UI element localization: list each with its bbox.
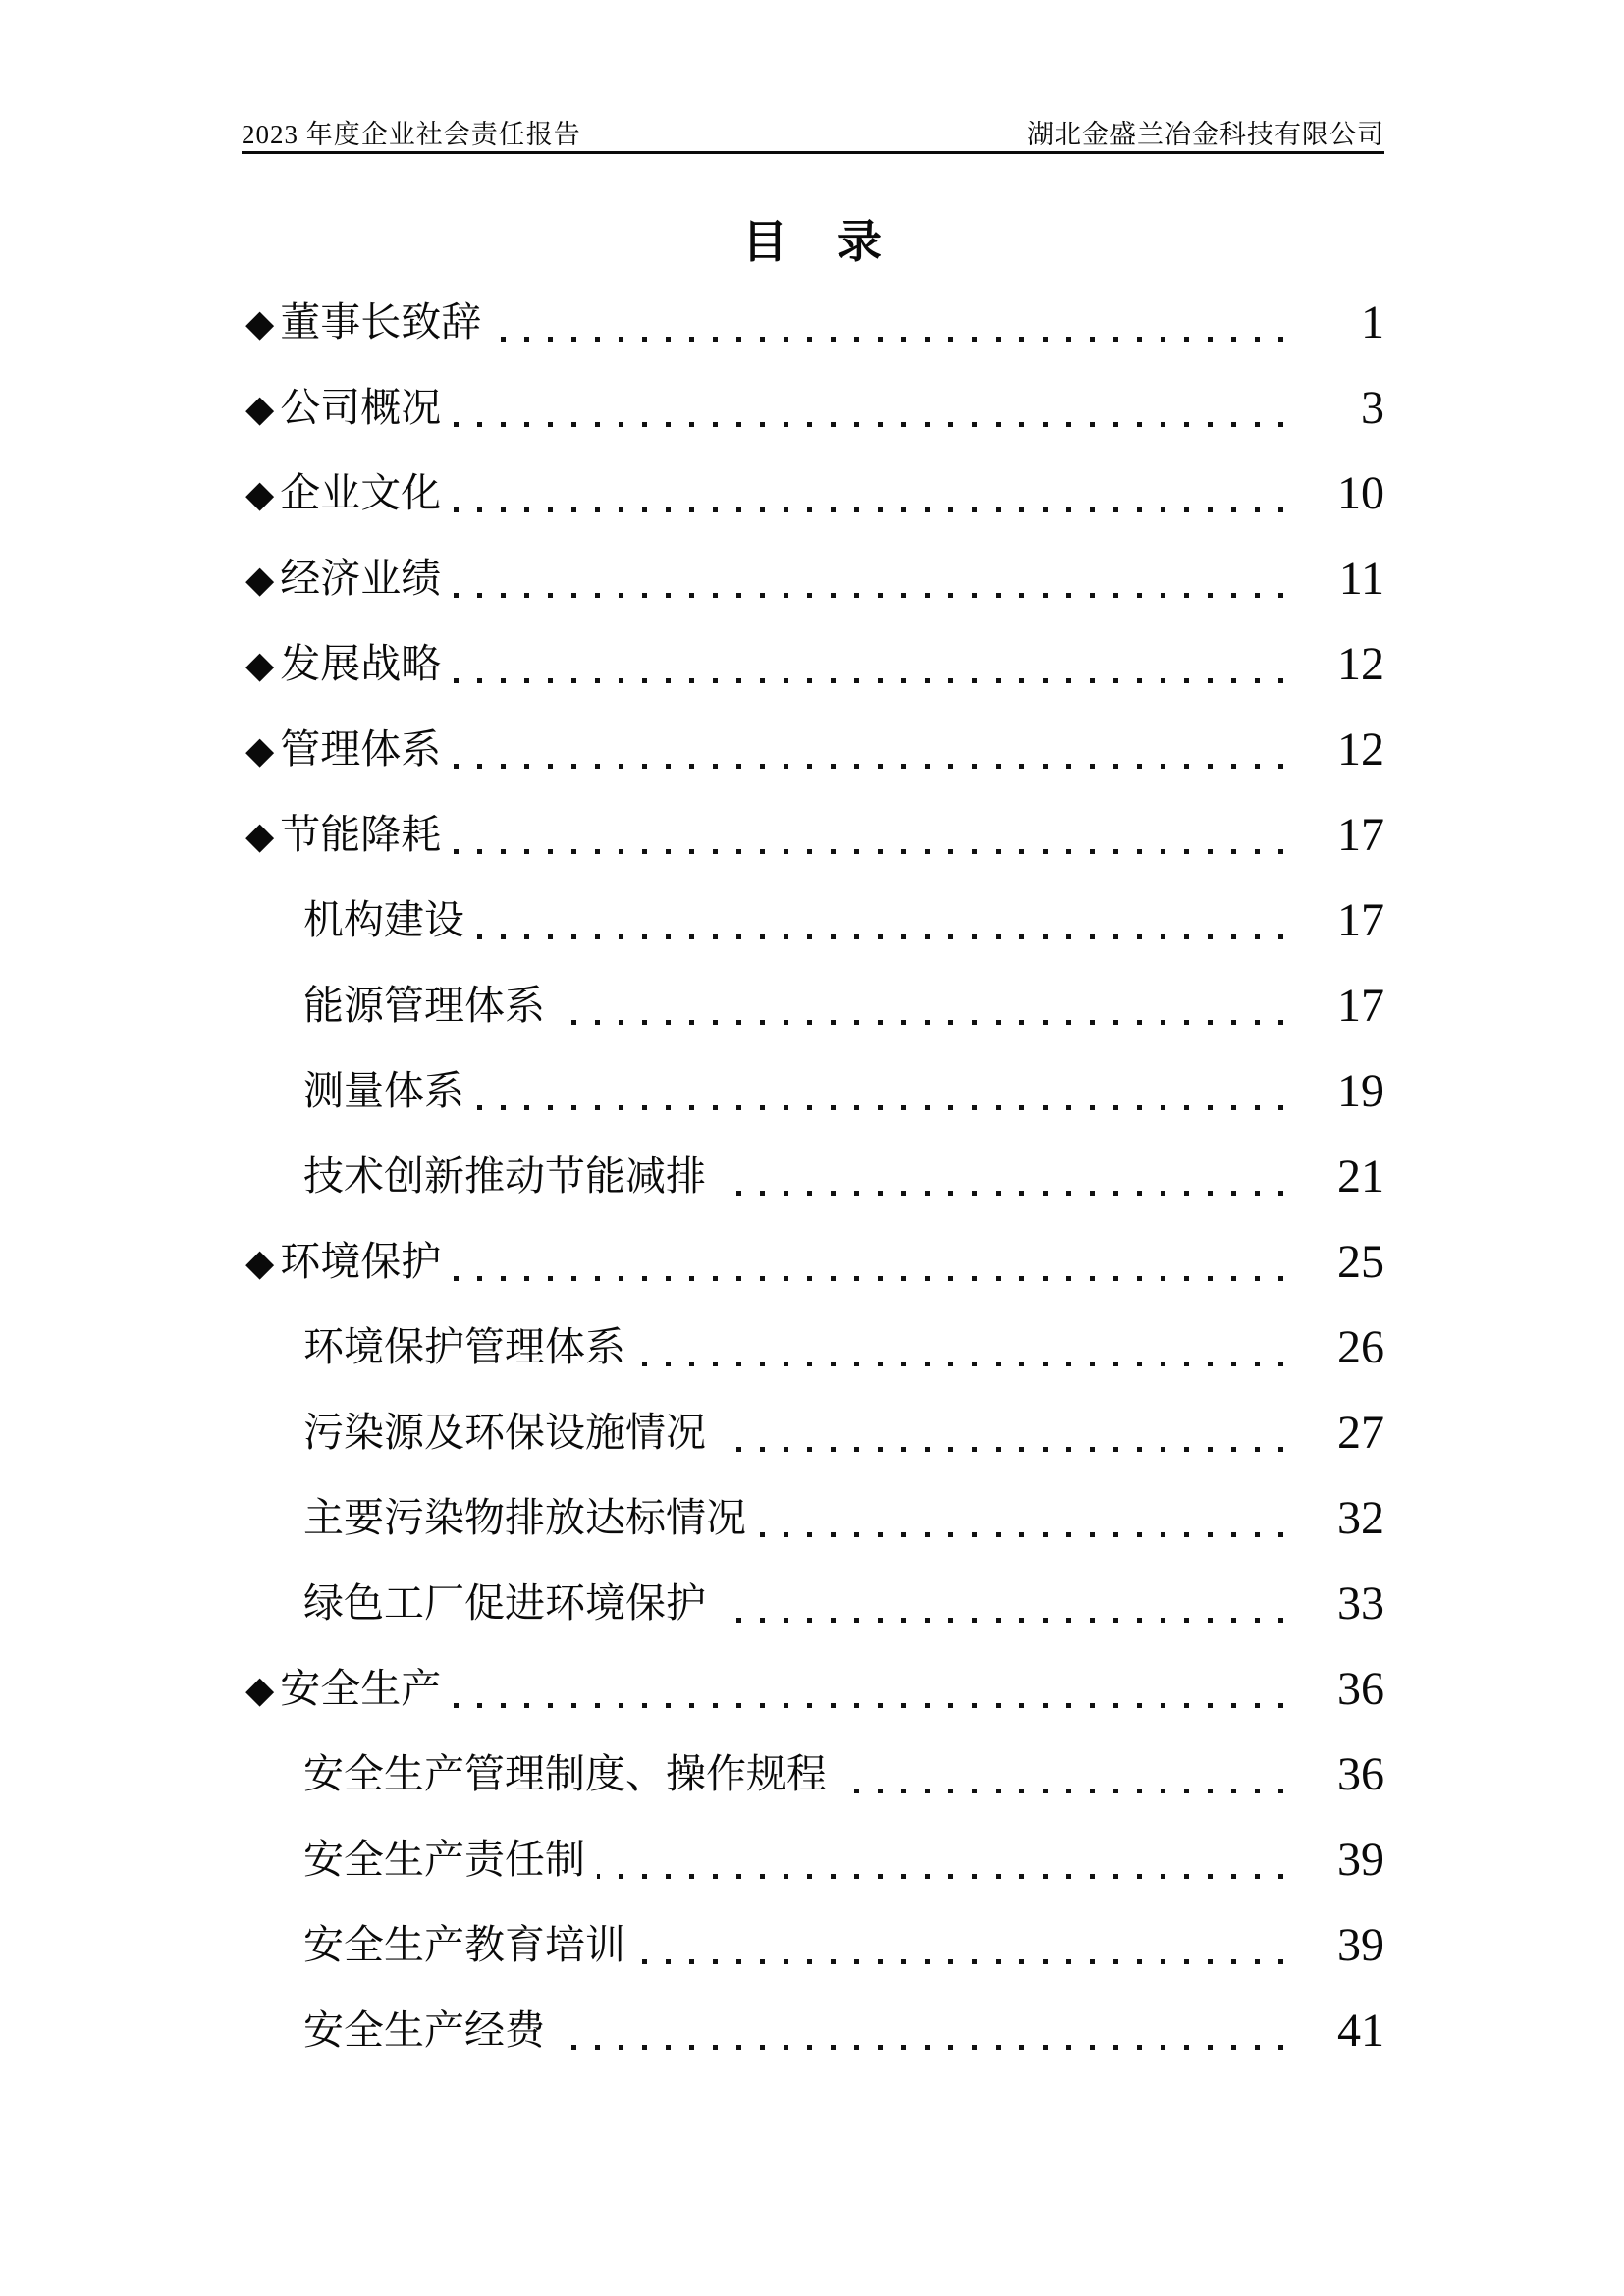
toc-entry-label: 安全生产管理制度、操作规程: [303, 1751, 827, 1796]
toc-entry-left: [242, 1048, 476, 1134]
toc-entry-label: 测量体系: [303, 1068, 464, 1113]
toc-entry[interactable]: [242, 1219, 1384, 1305]
toc-entry-label: 技术创新推动节能减排: [303, 1153, 706, 1199]
toc-list: [242, 280, 1384, 2073]
toc-entry-left: [242, 1817, 597, 1902]
toc-entry-page: 17: [1302, 878, 1384, 963]
toc-entry-label: 经济业绩: [280, 556, 442, 601]
toc-entry-left: [242, 365, 453, 451]
toc-entry-label: 管理体系: [280, 726, 442, 772]
toc-entry-label: 环境保护: [280, 1239, 442, 1284]
toc-entry-left: [242, 963, 557, 1048]
toc-entry-left: [242, 1732, 839, 1817]
toc-entry-label: 企业文化: [280, 470, 442, 515]
toc-entry-left: [242, 280, 493, 365]
toc-entry-left: [242, 1219, 453, 1305]
toc-entry-label: 主要污染物排放达标情况: [303, 1495, 746, 1540]
header-report-title: 2023 年度企业社会责任报告: [242, 120, 581, 149]
toc-entry-left: [242, 451, 453, 536]
toc-entry-label: 能源管理体系: [303, 983, 545, 1028]
toc-entry-page: 39: [1302, 1817, 1384, 1902]
toc-entry-page: 19: [1302, 1048, 1384, 1134]
diamond-bullet-icon: ◆: [245, 472, 275, 515]
toc-entry-left: [242, 1561, 718, 1646]
toc-entry-page: 25: [1302, 1219, 1384, 1305]
toc-entry[interactable]: [242, 451, 1384, 536]
header-company-name: 湖北金盛兰冶金科技有限公司: [1027, 120, 1384, 149]
toc-entry-page: 32: [1302, 1475, 1384, 1561]
toc-entry-left: [242, 1988, 557, 2073]
toc-entry-label: 董事长致辞: [280, 299, 482, 345]
toc-entry-page: 17: [1302, 963, 1384, 1048]
toc-entry[interactable]: [242, 707, 1384, 792]
toc-entry-label: 绿色工厂促进环境保护: [303, 1580, 706, 1626]
toc-entry-left: [242, 536, 453, 621]
toc-entry-page: 12: [1302, 621, 1384, 707]
toc-entry-page: 41: [1302, 1988, 1384, 2073]
toc-entry[interactable]: [242, 280, 1384, 365]
toc-entry[interactable]: [242, 1646, 1384, 1732]
toc-entry[interactable]: [242, 1305, 1384, 1390]
diamond-bullet-icon: ◆: [245, 301, 275, 345]
toc-entry-page: 36: [1302, 1646, 1384, 1732]
toc-entry-label: 环境保护管理体系: [303, 1324, 625, 1369]
diamond-bullet-icon: ◆: [245, 1241, 275, 1284]
toc-entry-label: 公司概况: [280, 385, 442, 430]
toc-entry-page: 10: [1302, 451, 1384, 536]
toc-entry-left: [242, 878, 476, 963]
toc-entry[interactable]: [242, 1732, 1384, 1817]
toc-entry-left: [242, 1902, 637, 1988]
toc-entry-page: 1: [1302, 280, 1384, 365]
toc-entry[interactable]: [242, 1817, 1384, 1902]
toc-entry-left: [242, 707, 453, 792]
toc-entry-label: 污染源及环保设施情况: [303, 1410, 706, 1455]
toc-entry-page: 26: [1302, 1305, 1384, 1390]
toc-entry[interactable]: [242, 1561, 1384, 1646]
diamond-bullet-icon: ◆: [245, 558, 275, 601]
toc-entry-label: 安全生产责任制: [303, 1837, 585, 1882]
diamond-bullet-icon: ◆: [245, 387, 275, 430]
toc-entry-page: 36: [1302, 1732, 1384, 1817]
toc-entry-page: 21: [1302, 1134, 1384, 1219]
toc-entry-left: [242, 1305, 637, 1390]
toc-entry-page: 33: [1302, 1561, 1384, 1646]
toc-entry[interactable]: [242, 365, 1384, 451]
toc-entry[interactable]: [242, 878, 1384, 963]
toc-entry-left: [242, 1475, 758, 1561]
page-header: [242, 120, 1384, 154]
toc-entry[interactable]: [242, 1988, 1384, 2073]
diamond-bullet-icon: ◆: [245, 814, 275, 857]
toc-entry[interactable]: [242, 963, 1384, 1048]
toc-entry[interactable]: [242, 792, 1384, 878]
toc-entry-label: 安全生产: [280, 1666, 442, 1711]
toc-title: 目 录: [742, 217, 884, 267]
toc-entry-page: 12: [1302, 707, 1384, 792]
toc-entry-left: [242, 1390, 718, 1475]
toc-entry-left: [242, 1646, 453, 1732]
diamond-bullet-icon: ◆: [245, 1668, 275, 1711]
toc-entry[interactable]: [242, 1475, 1384, 1561]
toc-entry-left: [242, 1134, 718, 1219]
toc-entry-left: [242, 621, 453, 707]
toc-entry[interactable]: [242, 1048, 1384, 1134]
toc-entry-label: 安全生产教育培训: [303, 1922, 625, 1967]
toc-entry-page: 11: [1302, 536, 1384, 621]
toc-entry-label: 发展战略: [280, 641, 442, 686]
toc-entry-page: 17: [1302, 792, 1384, 878]
toc-entry[interactable]: [242, 621, 1384, 707]
toc-entry-page: 39: [1302, 1902, 1384, 1988]
toc-entry-page: 3: [1302, 365, 1384, 451]
toc-entry[interactable]: [242, 536, 1384, 621]
toc-entry-left: [242, 792, 453, 878]
toc-entry[interactable]: [242, 1134, 1384, 1219]
toc-entry[interactable]: [242, 1390, 1384, 1475]
toc-entry-page: 27: [1302, 1390, 1384, 1475]
toc-entry-label: 机构建设: [303, 897, 464, 942]
toc-entry[interactable]: [242, 1902, 1384, 1988]
diamond-bullet-icon: ◆: [245, 643, 275, 686]
diamond-bullet-icon: ◆: [245, 728, 275, 772]
toc-entry-label: 节能降耗: [280, 812, 442, 857]
toc-entry-label: 安全生产经费: [303, 2007, 545, 2053]
